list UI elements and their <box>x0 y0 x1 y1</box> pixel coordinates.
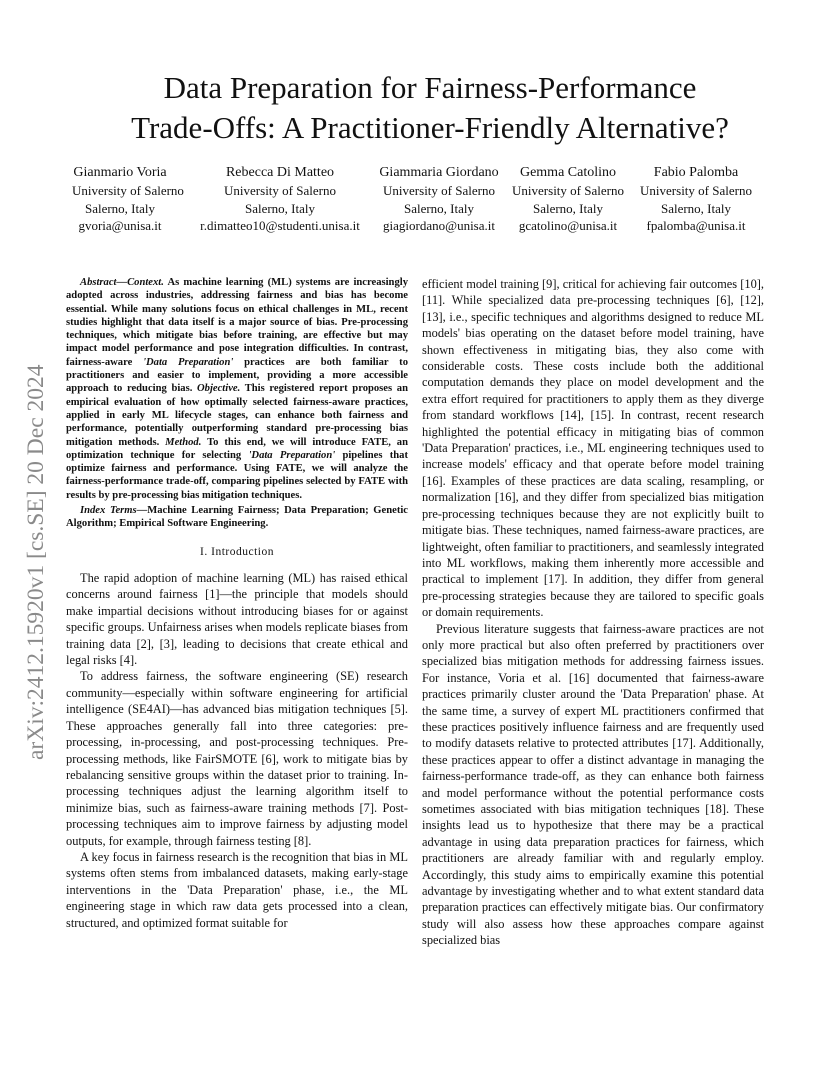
method-label: Method. <box>165 436 202 448</box>
author-email: gcatolino@unisa.it <box>518 218 618 233</box>
author-location: Salerno, Italy <box>532 200 604 216</box>
index-terms-text: —Machine Learning Fairness; Data Preparation; Genetic Algorithm; Empirical Software Engineering. <box>66 505 408 530</box>
method-end-text: pipelines that optimize fairness and performance. Using FATE, we will analyze the fairness-performance trade-off, comparing pipelines selected by FATE with results by pre-processing bias mitigation techniques. <box>66 449 409 501</box>
author-location: Salerno, Italy <box>403 200 475 216</box>
context-end-text: practices are both familiar to practitioners and easier to implement, providing a more accessible approach to reducing bias. <box>66 356 408 395</box>
objective-label: Objective. <box>197 383 241 395</box>
index-terms-label: Index Terms <box>80 505 137 517</box>
right-paragraph-2: Previous literature suggests that fairness-aware practices are not only more practical but also often preferred by practitioners over specialized bias mitigation methods for addressing fairness issues. For instance, Voria et al. [16] documented that fairness-aware practices primarily cluster around the 'Data Preparation' phase. At the same time, a survey of expert ML practitioners confirmed that these practices positively influence fairness and are frequently used to modify datasets relative to protected attributes [17]. Additionally, these practices appear to offer a distinct advantage in managing the fairness-performance trade-off, as they can enhance both fairness and model performance without the potential performance costs sometimes associated with bias mitigation techniques [18]. These insights lead us to hypothesize that there may be a practical advantage in using data preparation practices for fairness, which practitioners are already familiar with and regularly employ. Accordingly, this study aims to empirically examine this potential advantage by investigating whether and to what extent standard data preparation practices can effectively mitigate bias. Our confirmatory study will also assess how these approaches compare against specialized bias <box>422 621 764 948</box>
abstract-label: Abstract— <box>80 277 128 288</box>
author-name: Rebecca Di Matteo <box>225 165 335 180</box>
author-1 <box>72 163 184 235</box>
section-heading: I. Introduction <box>200 545 274 558</box>
author-5 <box>634 163 758 235</box>
author-name: Gianmario Voria <box>73 165 167 180</box>
author-2 <box>190 163 370 235</box>
paper-title <box>60 68 800 148</box>
author-name: Gemma Catolino <box>519 165 617 180</box>
author-4 <box>508 163 628 235</box>
abstract <box>66 276 408 502</box>
title-line-2: Trade-Offs: A Practitioner-Friendly Alternative? <box>131 110 729 145</box>
author-affiliation: University of Salerno <box>512 183 624 198</box>
index-terms <box>66 504 408 531</box>
author-location: Salerno, Italy <box>660 200 732 216</box>
intro-paragraph-2: To address fairness, the software engineering (SE) research community—especially within software engineering for artificial intelligence (SE4AI)—has advanced bias mitigation techniques [5]. These approaches generally fall into three categories: pre-processing, in-processing, and post-processing techniques. Pre-processing methods, like FairSMOTE [6], work to mitigate bias by rebalancing sensitive groups within the dataset prior to training. In-processing techniques adjust the learning algorithm itself to minimize bias, such as fairness-aware training methods [7]. Post-processing techniques aim to improve fairness by adjusting model outputs, for example, through fairness testing [8]. <box>66 669 408 848</box>
author-email: r.dimatteo10@studenti.unisa.it <box>200 218 360 233</box>
author-affiliation: University of Salerno <box>72 183 184 198</box>
method-text: To this end, we will introduce FATE, an optimization technique for selecting <box>66 436 408 461</box>
left-column <box>66 276 408 931</box>
title-line-1: Data Preparation for Fairness-Performance <box>163 70 697 105</box>
author-location: Salerno, Italy <box>244 200 316 216</box>
author-block <box>60 163 820 235</box>
method-dp-term: 'Data Preparation' <box>248 449 336 461</box>
arxiv-identifier-text: arXiv:2412.15920v1 [cs.SE] 20 Dec 2024 <box>23 364 49 760</box>
context-dp-term: 'Data Preparation' <box>143 356 234 368</box>
objective-text: This registered report proposes an empirical evaluation of how optimally selected fairness-aware practices, applied in early ML lifecycle stages, can enhance both fairness and performance, potentially outperforming standard pre-processing bias mitigation methods. <box>66 383 408 448</box>
context-label: Context. <box>127 277 164 288</box>
intro-paragraph-3: A key focus in fairness research is the recognition that bias in ML systems often stems from imbalanced datasets, making early-stage interventions in the 'Data Preparation' phase, i.e., the ML engineering stage in which raw data gets processed into a clean, structured, and optimized format suitable for <box>66 849 408 930</box>
author-email: fpalomba@unisa.it <box>646 218 746 233</box>
author-3 <box>374 163 504 235</box>
right-paragraph-1: efficient model training [9], critical for achieving fair outcomes [10], [11]. While specialized data pre-processing techniques [6], [12], [13], i.e., specific techniques and algorithms designed to reduce ML models' bias operating on the dataset before model training, have shown effectiveness in mitigating bias, they also come with considerable costs. These costs include both the additional computation demands they place on model development and the extra effort required for practitioners to apply them as they diverge from standard workflows [14], [15]. In contrast, recent research highlighted the potential efficacy in mitigating bias of common 'Data Preparation' practices, i.e., ML engineering techniques used to increase models' efficacy and that operate before model training [16]. Examples of these practices are data scaling, resampling, or normalization [16], and they differ from specialized bias mitigation pre-processing techniques because they are not explicitly built to mitigate bias. These techniques, named fairness-aware practices, are lightweight, often familiar to practitioners, and seamlessly integrated into ML workflows, making them inherently more accessible and practical to implement [17]. In addition, they differ from general pre-processing strategies because they are tailored to specific goals or domain requirements. <box>422 277 764 620</box>
right-column <box>422 276 764 949</box>
author-affiliation: University of Salerno <box>224 183 336 198</box>
intro-paragraph-1: The rapid adoption of machine learning (ML) has raised ethical concerns around fairness [1]—the principle that models should make impartial decisions without introducing biases for or against specific groups. Unfairness arises when models replicate biases from training data [2], [3], leading to decisions that create ethical and legal risks [4]. <box>66 571 408 668</box>
author-affiliation: University of Salerno <box>640 183 752 198</box>
author-name: Giammaria Giordano <box>379 165 499 180</box>
author-email: giagiordano@unisa.it <box>383 218 495 233</box>
author-email: gvoria@unisa.it <box>78 218 162 233</box>
context-text: As machine learning (ML) systems are increasingly adopted across industries, addressing fairness and bias has become essential. While many solutions focus on ethical challenges in ML, recent studies highlight that data itself is a major source of bias. Pre-processing techniques, which mitigate bias before training, are effective but may impact model performance and pose integration difficulties. In contrast, fairness-aware <box>66 277 408 368</box>
author-name: Fabio Palomba <box>653 165 739 180</box>
author-location: Salerno, Italy <box>84 200 156 216</box>
arxiv-identifier <box>20 290 52 760</box>
author-affiliation: University of Salerno <box>383 183 495 198</box>
